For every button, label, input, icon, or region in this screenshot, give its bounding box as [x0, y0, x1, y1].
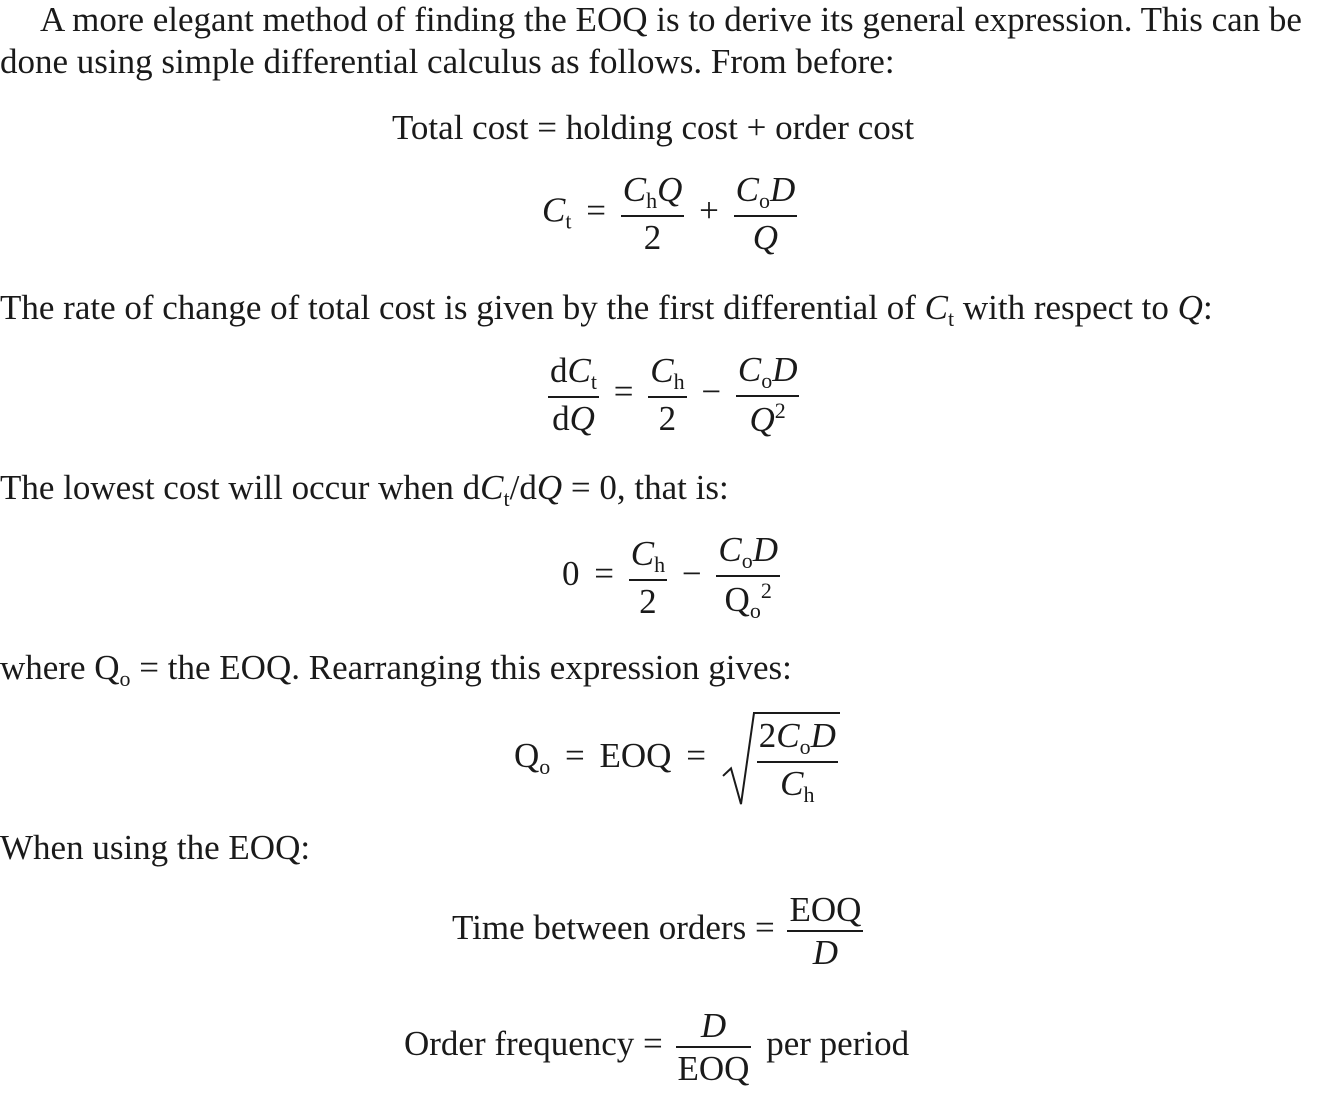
- derivative-equation: $\frac{dC_t}{dQ}$ = $\frac{C_h}{2}$ − $\frac{C_oD}{Q^2}$: [550, 350, 798, 439]
- square-root: [721, 712, 840, 806]
- when-using-heading: When using the EOQ:: [0, 828, 311, 867]
- fraction-cod-over-qo2: $\frac{C_oD}{Q_o^2}$: [718, 530, 778, 623]
- intro-line-2: [0, 44, 895, 79]
- fraction-eoq-over-d: $\frac{\text{EOQ}}{D}$: [789, 890, 862, 972]
- radical-sign-icon: [721, 712, 755, 806]
- fraction-ch-over-2: $\frac{C_h}{2}$: [650, 351, 685, 438]
- ct-equation: $C_t$ = $\frac{C_hQ}{2}$ + $\frac{C_oD}{Q}$: [542, 170, 796, 257]
- intro-text-1: A more elegant method of finding the EOQ is to derive its general expression. This can be: [40, 0, 1302, 39]
- intro-text-2: done using simple differential calculus as follows. From before:: [0, 42, 895, 81]
- fraction-cod-over-q: $\frac{C_oD}{Q}$: [735, 170, 796, 257]
- order-frequency-equation: Order frequency = $\frac{D}{\text{EOQ}}$ per period: [404, 1006, 910, 1088]
- time-between-orders-equation: Time between orders = $\frac{\text{EOQ}}{D}$: [452, 890, 862, 972]
- intro-line-1: [40, 2, 1302, 37]
- rate-of-change-sentence: The rate of change of total cost is given by the first differential of $C_t$ with respect to Q:: [0, 288, 1213, 331]
- fraction-ch-over-2-b: $\frac{C_h}{2}$: [630, 533, 666, 621]
- fraction-2cod-over-ch: $\frac{2C_oD}{C_h}$: [758, 716, 836, 807]
- fraction-chq-over-2: $\frac{C_hQ}{2}$: [622, 170, 683, 257]
- total-cost-equation: [392, 110, 914, 145]
- total-cost-text: Total cost = holding cost + order cost: [392, 108, 915, 147]
- fraction-cod-over-q2: $\frac{C_oD}{Q^2}$: [737, 350, 798, 439]
- zero-equation: 0 = $\frac{C_h}{2}$ − $\frac{C_oD}{Q_o^2}$: [562, 530, 778, 623]
- fraction-d-over-eoq: $\frac{D}{\text{EOQ}}$: [677, 1006, 750, 1088]
- fraction-dct-over-dq: $\frac{dC_t}{dQ}$: [550, 351, 597, 438]
- eoq-formula: $Q_o$ = EOQ = $\frac{2C_oD}{C_h}$: [514, 712, 840, 806]
- lowest-cost-sentence: The lowest cost will occur when $dC_t/dQ = 0$, that is:: [0, 468, 729, 511]
- where-sentence: where $Q_o$ = the EOQ. Rearranging this expression gives:: [0, 648, 792, 691]
